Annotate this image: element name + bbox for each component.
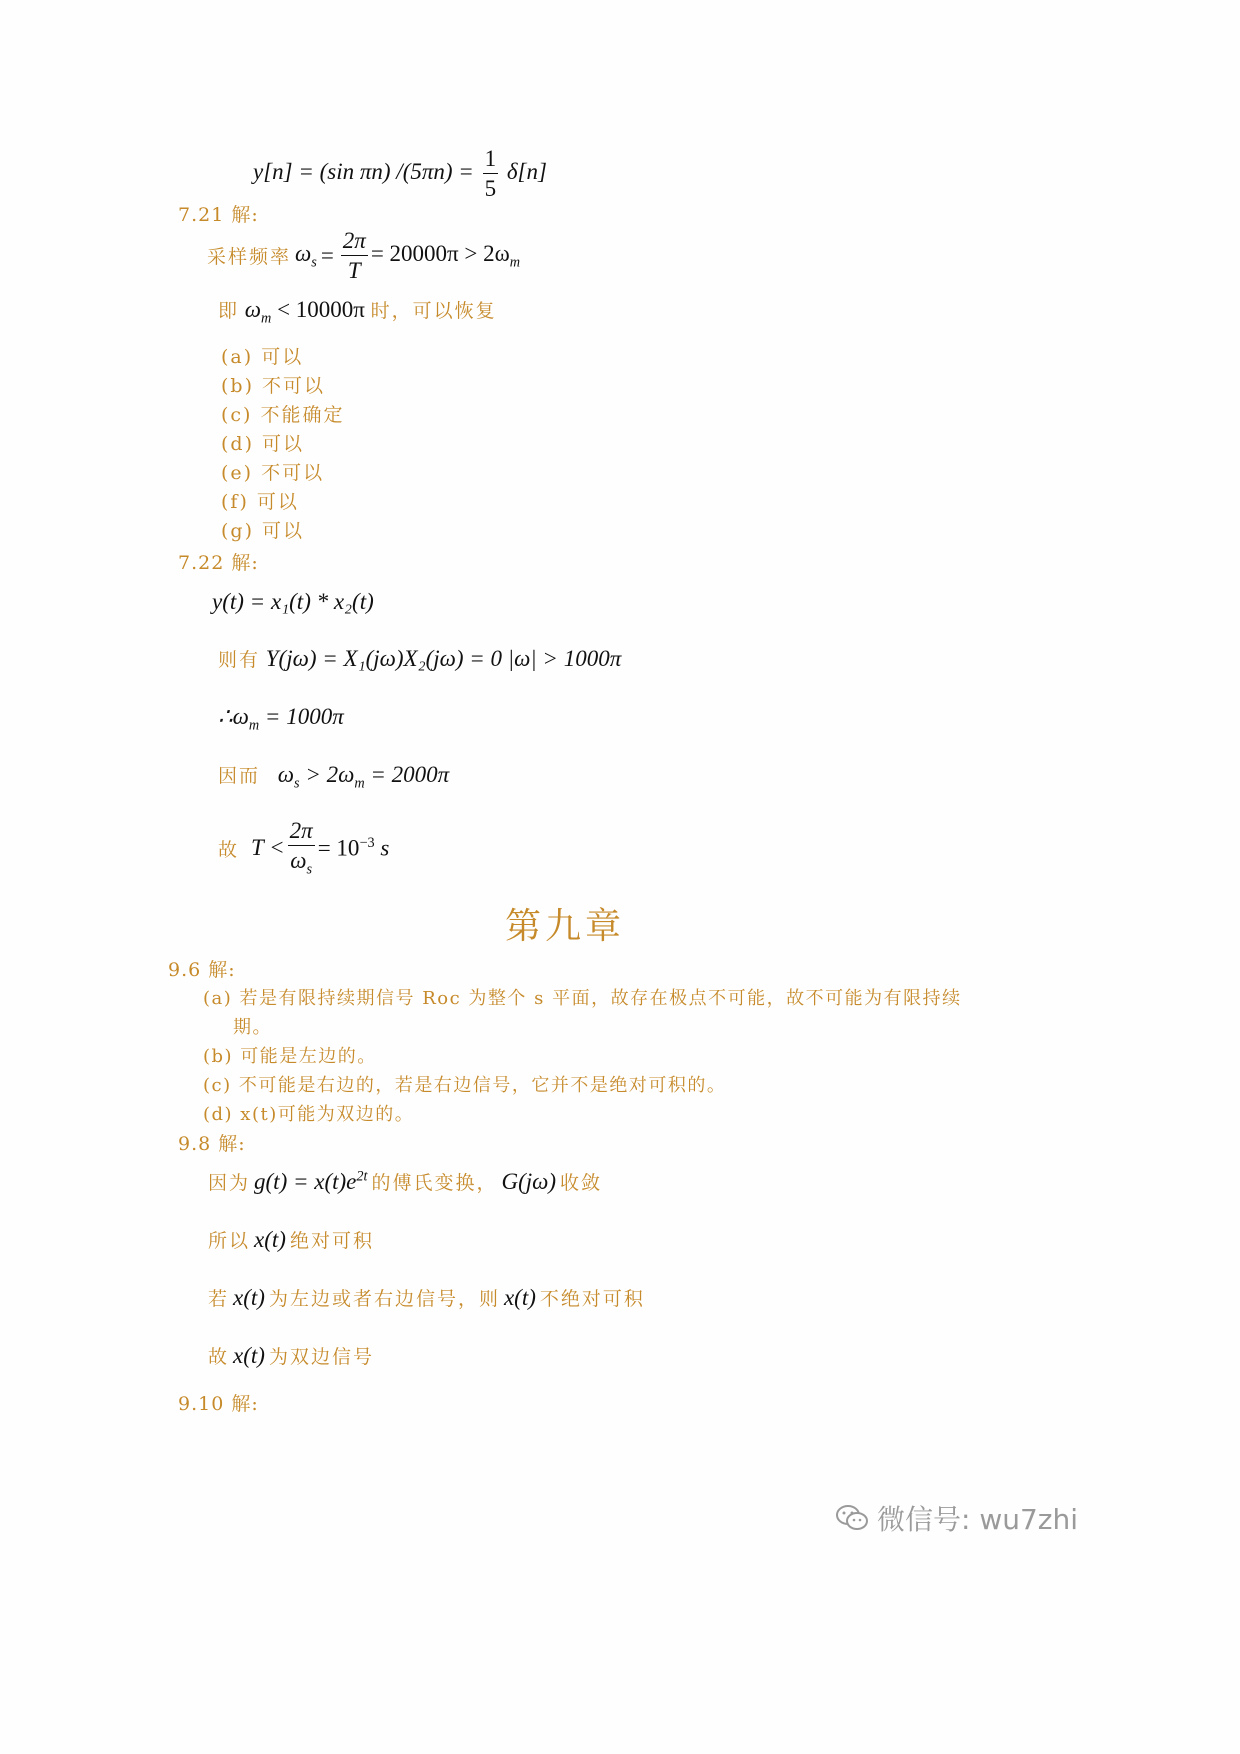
- equation-math: Y(jω) = X₁(jω)X₂(jω) = 0 |ω| > 1000π: [265, 646, 622, 671]
- text-segment: 收敛: [560, 1172, 603, 1194]
- symbol: ω: [295, 240, 312, 266]
- equation-label: 因而: [218, 765, 261, 787]
- convolution-equation: y(t) = x₁(t) * x₂(t): [212, 589, 374, 614]
- condition-tail: 时，可以恢复: [370, 300, 497, 322]
- list-item: (f) 可以: [221, 491, 299, 513]
- fourier-product-equation: [218, 645, 621, 672]
- fraction-numerator: 1: [483, 146, 499, 174]
- solution-line-9-8-2: [208, 1226, 374, 1253]
- list-item: (d) x(t)可能为双边的。: [203, 1104, 415, 1125]
- math-segment: x(t): [233, 1285, 265, 1310]
- equation-math: [277, 762, 450, 792]
- answer-list-9-6: [203, 984, 962, 1129]
- subscript: m: [261, 310, 272, 327]
- subscript: m: [354, 775, 365, 792]
- rhs-text: = 1000π: [259, 704, 344, 729]
- equation-rhs: δ[n]: [506, 159, 547, 185]
- equation-label: 故: [218, 838, 240, 861]
- list-item: (a) 若是有限持续期信号 Roc 为整个 s 平面，故存在极点不可能，故不可能为有限持续: [203, 988, 962, 1009]
- fraction-numerator: 2π: [288, 818, 315, 846]
- text-segment: 不绝对可积: [539, 1288, 645, 1310]
- subscript: s: [311, 254, 317, 271]
- text-segment: 为左边或者右边信号，则: [268, 1288, 500, 1310]
- math-segment: x(t): [503, 1285, 536, 1310]
- math-segment: G(jω): [501, 1169, 557, 1194]
- section-header-7-22: 7.22 解:: [178, 552, 259, 574]
- text-segment: 绝对可积: [289, 1230, 374, 1252]
- equation-rhs: [371, 241, 520, 272]
- list-item: (g) 可以: [221, 520, 305, 542]
- equation-lhs: T <: [251, 835, 285, 861]
- text-segment: 所以: [208, 1230, 251, 1252]
- equation-y-n: [253, 146, 547, 202]
- watermark: [835, 1498, 1078, 1538]
- subscript: m: [509, 254, 521, 271]
- condition-math: < 10000π: [271, 297, 365, 322]
- fraction-denominator: 5: [484, 176, 497, 202]
- fraction: [483, 146, 499, 202]
- math-part: = 2000π: [364, 762, 450, 787]
- unit: s: [374, 835, 390, 861]
- fraction: [288, 818, 315, 879]
- subscript: s: [294, 775, 300, 792]
- math-segment: [254, 1169, 367, 1194]
- symbol: ω: [277, 762, 295, 787]
- text-segment: 的傅氏变换，: [371, 1172, 498, 1194]
- equation-lhs: y[n] = (sin πn) /(5πn) =: [253, 159, 474, 185]
- wechat-icon: [835, 1504, 869, 1532]
- solution-line-9-8-3: [208, 1284, 645, 1311]
- omega-s: [295, 241, 317, 272]
- list-item: (d) 可以: [221, 433, 305, 455]
- omega-m: [244, 297, 272, 327]
- watermark-text: 微信号: wu7zhi: [877, 1503, 1079, 1536]
- superscript: −3: [359, 834, 375, 851]
- text-segment: 若: [208, 1288, 230, 1310]
- text-segment: 因为: [208, 1172, 251, 1194]
- condition-label: 即: [218, 300, 240, 322]
- section-header-7-21: 7.21 解:: [178, 204, 259, 226]
- math-part: > 2ω: [299, 762, 355, 787]
- equation-label: 采样频率: [207, 246, 292, 269]
- symbol: ω: [244, 297, 262, 322]
- solution-line-9-8-4: [208, 1342, 374, 1369]
- omega-m-equation: [218, 704, 344, 735]
- solution-line-9-8-1: [208, 1168, 602, 1195]
- equation-rhs: [318, 835, 390, 862]
- chapter-title: 第九章: [505, 906, 626, 947]
- math-segment: x(t): [254, 1227, 286, 1252]
- omega-s-equation: [218, 761, 449, 793]
- text-segment: 故: [208, 1346, 230, 1368]
- math-text: g(t) = x(t)e: [254, 1169, 357, 1194]
- list-item-continuation: 期。: [233, 1017, 272, 1038]
- fraction-denominator: [290, 846, 312, 878]
- list-item: (a) 可以: [221, 346, 304, 368]
- period-equation: [218, 818, 389, 879]
- rhs-text: = 20000π > 2ω: [370, 240, 510, 266]
- list-item: (b) 不可以: [221, 375, 326, 397]
- fraction-numerator: 2π: [341, 228, 368, 256]
- rhs-text: = 10: [317, 835, 360, 861]
- symbol: ∴ω: [218, 704, 249, 729]
- section-header-9-8: 9.8 解:: [178, 1133, 246, 1155]
- recovery-condition: [218, 296, 497, 328]
- list-item: (b) 可能是左边的。: [203, 1046, 377, 1067]
- list-item: (e) 不可以: [221, 462, 325, 484]
- section-header-9-10: 9.10 解:: [178, 1393, 259, 1415]
- subscript: s: [306, 861, 313, 878]
- sampling-frequency-equation: [207, 228, 520, 284]
- symbol: ω: [290, 848, 307, 874]
- equals-sign: =: [320, 242, 334, 268]
- superscript: 2t: [356, 1168, 368, 1185]
- section-header-9-6: 9.6 解:: [168, 959, 236, 981]
- list-item: (c) 不能确定: [221, 404, 345, 426]
- subscript: m: [248, 717, 260, 734]
- fraction-denominator: T: [347, 258, 361, 284]
- equation-label: 则有: [218, 649, 261, 671]
- list-item: (c) 不可能是右边的，若是右边信号，它并不是绝对可积的。: [203, 1075, 727, 1096]
- fraction: [341, 228, 368, 284]
- math-segment: x(t): [233, 1343, 265, 1368]
- text-segment: 为双边信号: [268, 1346, 374, 1368]
- answer-list-7-21: [221, 343, 345, 546]
